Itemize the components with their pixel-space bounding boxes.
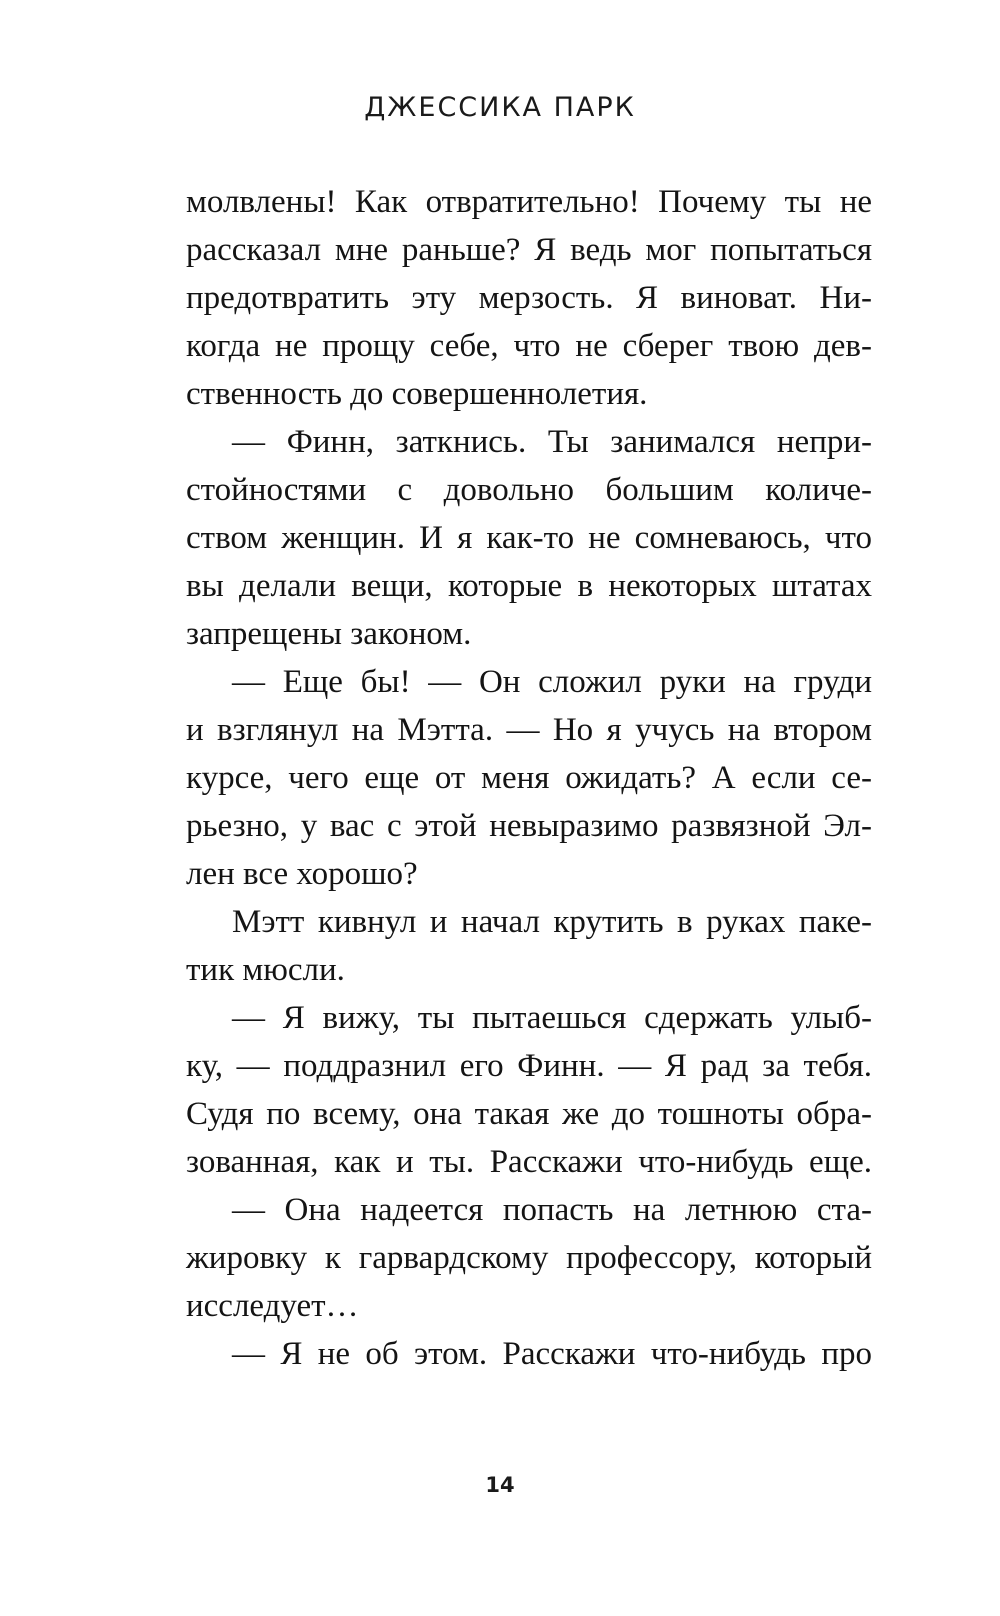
running-header: ДЖЕССИКА ПАРК bbox=[364, 92, 636, 123]
text-line: ку, — поддразнил его Финн. — Я рад за тебя. bbox=[186, 1048, 872, 1084]
text-line: рассказал мне раньше? Я ведь мог попытаться bbox=[186, 232, 872, 268]
text-line: — Еще бы! — Он сложил руки на груди bbox=[232, 664, 872, 700]
text-line: — Она надеется попасть на летнюю ста- bbox=[232, 1192, 872, 1228]
text-line: предотвратить эту мерзость. Я виноват. Ни- bbox=[186, 280, 872, 316]
text-line: — Я не об этом. Расскажи что-нибудь про bbox=[232, 1336, 872, 1372]
text-line: рьезно, у вас с этой невыразимо развязной Эл- bbox=[186, 808, 872, 844]
text-line: зованная, как и ты. Расскажи что-нибудь еще. bbox=[186, 1144, 872, 1180]
text-line: курсе, чего еще от меня ожидать? А если се- bbox=[186, 760, 872, 796]
text-line: ством женщин. И я как-то не сомневаюсь, что bbox=[186, 520, 872, 556]
page-number: 14 bbox=[485, 1473, 515, 1497]
text-line: когда не прощу себе, что не сберег твою дев- bbox=[186, 328, 872, 364]
text-line: молвлены! Как отвратительно! Почему ты не bbox=[186, 184, 872, 220]
text-line: — Финн, заткнись. Ты занимался непри- bbox=[232, 424, 872, 460]
text-line: вы делали вещи, которые в некоторых штатах bbox=[186, 568, 872, 604]
text-line: Судя по всему, она такая же до тошноты обра- bbox=[186, 1096, 872, 1132]
text-line: и взглянул на Мэтта. — Но я учусь на втором bbox=[186, 712, 872, 748]
text-line: — Я вижу, ты пытаешься сдержать улыб- bbox=[232, 1000, 872, 1036]
text-line: лен все хорошо? bbox=[186, 856, 418, 892]
text-line: исследует… bbox=[186, 1288, 359, 1324]
text-line: Мэтт кивнул и начал крутить в руках паке- bbox=[232, 904, 872, 940]
text-line: тик мюсли. bbox=[186, 952, 345, 988]
text-line: жировку к гарвардскому профессору, который bbox=[186, 1240, 872, 1276]
text-line: ственность до совершеннолетия. bbox=[186, 376, 648, 412]
text-line: запрещены законом. bbox=[186, 616, 472, 652]
text-line: стойностями с довольно большим количе- bbox=[186, 472, 872, 508]
